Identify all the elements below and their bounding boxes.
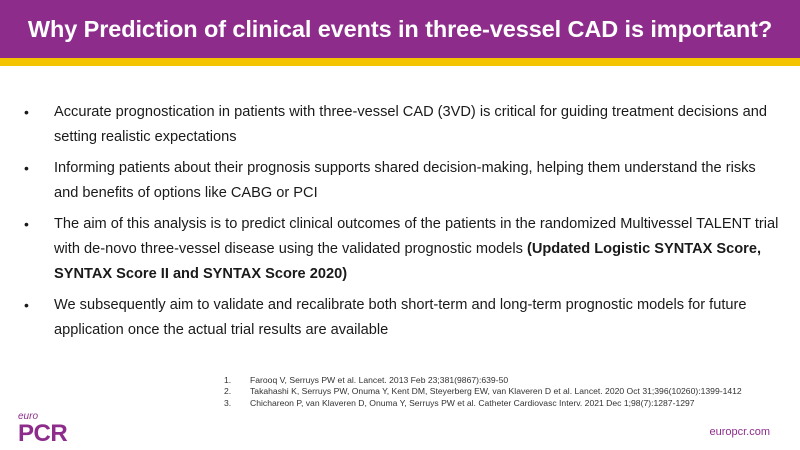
logo-pcr-text: PCR bbox=[18, 420, 68, 447]
bullet-marker: • bbox=[24, 216, 29, 232]
reference-text: Chichareon P, van Klaveren D, Onuma Y, Serruys PW et al. Catheter Cardiovasc Interv. 2021 Dec 1;98(7):1287-1297 bbox=[250, 397, 695, 408]
bullet-marker: • bbox=[24, 160, 29, 176]
bullet-item bbox=[24, 293, 780, 343]
bullet-list bbox=[24, 100, 780, 349]
reference-number: 2. bbox=[224, 386, 232, 397]
bullet-item bbox=[24, 212, 780, 287]
accent-bar bbox=[0, 58, 800, 66]
bullet-marker: • bbox=[24, 104, 29, 120]
bullet-text: The aim of this analysis is to predict clinical outcomes of the patients in the randomized Multivessel TALENT trial with de-novo three-vessel disease using the validated prognostic models bbox=[54, 216, 779, 257]
bullet-text: Accurate prognostication in patients with three-vessel CAD (3VD) is critical for guiding treatment decisions and setting realistic expectations bbox=[54, 104, 767, 145]
bullet-text: Informing patients about their prognosis supports shared decision-making, helping them understand the risks and benefits of options like CABG or PCI bbox=[54, 160, 756, 201]
slide-title: Why Prediction of clinical events in three-vessel CAD is important? bbox=[27, 15, 773, 42]
bullet-item bbox=[24, 156, 780, 206]
reference-list bbox=[224, 375, 784, 409]
reference-text: Takahashi K, Serruys PW, Onuma Y, Kent DM, Steyerberg EW, van Klaveren D et al. Lancet. 2020 Oct 31;396(10260):1399-1412 bbox=[250, 386, 742, 397]
bullet-text: We subsequently aim to validate and recalibrate both short-term and long-term prognostic models for future application once the actual trial results are available bbox=[54, 297, 747, 338]
title-banner bbox=[0, 0, 800, 58]
bullet-marker: • bbox=[24, 297, 29, 313]
europcr-logo bbox=[18, 412, 78, 446]
reference-number: 1. bbox=[224, 375, 232, 385]
website-label: europcr.com bbox=[709, 426, 770, 438]
reference-item bbox=[224, 386, 784, 397]
reference-number: 3. bbox=[224, 397, 232, 408]
bullet-item bbox=[24, 100, 780, 150]
reference-item bbox=[224, 375, 784, 386]
reference-text: Farooq V, Serruys PW et al. Lancet. 2013 Feb 23;381(9867):639-50 bbox=[250, 375, 509, 385]
reference-item bbox=[224, 398, 784, 409]
logo-euro-text: euro bbox=[18, 411, 39, 422]
bullet-bold-text: (Updated Logistic SYNTAX Score, SYNTAX Score II and SYNTAX Score 2020) bbox=[54, 241, 762, 282]
